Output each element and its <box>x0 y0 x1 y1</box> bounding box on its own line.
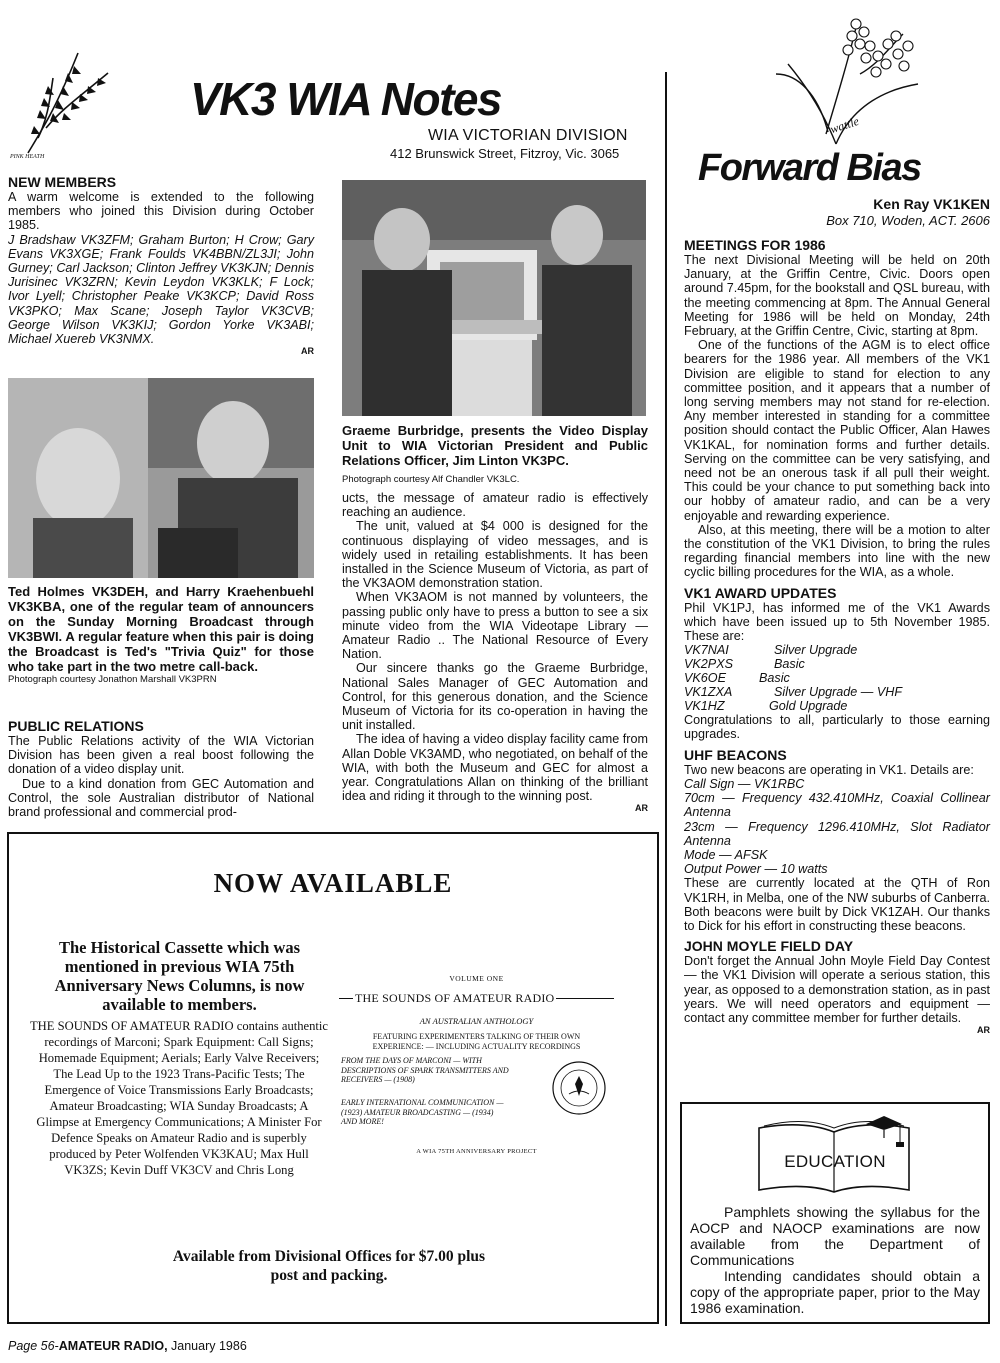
advert-body: THE SOUNDS OF AMATEUR RADIO contains authentic recordings of Marconi; Spark Equipment: Call Signs; Homemade Equipment; Aerials; Early Valve Receivers; The Lead Up to the 1923 Trans-Pacific Tests; The Emergence of Voice Transmissions Early Broadcasts; Amateur Broadcasting; WIA Sunday Broadcasts; A Glimpse at Emergency Communications; A Minister For Defence Speaks on Amateur Radio and is superbly produced by Peter Wolfenden VK3KAU; Max Hull VK3ZS; Kevin Duff VK3CV and Chris Long <box>29 1019 329 1177</box>
photo-credit: Photograph courtesy Alf Chandler VK3LC. <box>342 474 520 485</box>
award-row <box>684 685 990 699</box>
new-members-list: J Bradshaw VK3ZFM; Graham Burton; H Crow; Gary Evans VK3XGE; Frank Foulds VK4BBN/ZL3JI; John Gurney; Carl Jackson; Clinton Jeffrey VK3KJN; Dennis Jurisinec VK3ZRN; Kevin Leydon VK3KLK; F Lock; Ivor Lyell; Christopher Peake VK3KCP; David Ross VK3PKO; Max Scane; Joseph Taylor VK3CVB; George Wilson VK3KIJ; Gordon Yorke VK3ABI; Michael Xuereb VK3NMX. <box>8 232 314 347</box>
column-divider <box>665 72 667 1326</box>
new-members-heading: NEW MEMBERS <box>8 174 117 190</box>
cassette-volume: VOLUME ONE <box>449 974 504 983</box>
issue-date: January 1986 <box>167 1339 247 1353</box>
award-list <box>684 643 990 713</box>
forward-bias-address: Box 710, Woden, ACT. 2606 <box>826 213 990 228</box>
pr-paragraph: When VK3AOM is not manned by volunteers, the passing public only have to press a button to see a six minute video from the WIA Videotape Library — Amateur Radio .. The National Resource of Every Nation. <box>342 590 648 662</box>
advert-availability: Available from Divisional Offices for $7.00 plus post and packing. <box>172 1248 486 1284</box>
cassette-early: EARLY INTERNATIONAL COMMUNICATION — (1923) AMATEUR BROADCASTING — (1934) AND MORE! <box>341 1098 504 1126</box>
page-number: Page 56 <box>8 1339 55 1353</box>
photo-video-unit <box>342 180 646 416</box>
uhf-outro: These are currently located at the QTH of Ron VK1RH, in Melba, one of the NW suburbs of Canberra. Both beacons were built by Dick VK1ZAH. Our thanks to Dick for his effort in constructing these beacons. <box>684 876 990 933</box>
photo-caption: Graeme Burbridge, presents the Video Display Unit to WIA Victorian President and Public Relations Officer, Jim Linton VK3PC. <box>342 423 648 468</box>
division-address: 412 Brunswick Street, Fitzroy, Vic. 3065 <box>390 146 620 161</box>
cassette-cover <box>339 974 614 1155</box>
award-type: Silver Upgrade — VHF <box>774 685 903 700</box>
award-type: Basic <box>759 671 790 686</box>
award-callsign: VK1ZXA <box>684 685 733 700</box>
award-type: Basic <box>774 657 805 672</box>
pr-paragraph: The idea of having a video display facility came from Allan Doble VK3AMD, who negotiated, on behalf of the WIA, with both the Museum and GEC for almost a year. Congratulations Allan on thinking of the brilliant idea and riding it through to the winning post. <box>342 732 648 804</box>
photo-announcers-caption-block <box>8 584 314 686</box>
forward-bias-title: Forward Bias <box>698 147 921 189</box>
education-paragraph: Intending candidates should obtain a copy of the appropriate paper, prior to the May 1986 examination. <box>690 1268 980 1316</box>
cassette-project: A WIA 75TH ANNIVERSARY PROJECT <box>416 1148 537 1155</box>
division-name: WIA VICTORIAN DIVISION <box>428 127 628 144</box>
uhf-detail: Call Sign — VK1RBC <box>684 776 805 791</box>
cassette-advert <box>7 832 659 1324</box>
uhf-detail: Output Power — 10 watts <box>684 862 828 877</box>
meetings-heading: MEETINGS FOR 1986 <box>684 237 826 253</box>
award-callsign: VK6OE <box>684 671 726 686</box>
cassette-from: FROM THE DAYS OF MARCONI — WITH DESCRIPTIONS OF SPARK TRANSMITTERS AND RECEIVERS — (1908) <box>341 1056 509 1084</box>
cassette-title-row <box>339 991 614 1006</box>
uhf-detail: Mode — AFSK <box>684 847 768 862</box>
uhf-detail: 23cm — Frequency 1296.410MHz, Slot Radiator Antenna <box>684 819 990 848</box>
logo-caption: wattle <box>828 113 861 137</box>
new-members-section <box>8 175 314 356</box>
photo-credit: Photograph courtesy Jonathon Marshall VK3PRN <box>8 674 217 685</box>
magazine-name: AMATEUR RADIO, <box>58 1339 168 1353</box>
logo-caption: PINK HEATH <box>10 154 45 160</box>
pr-paragraph: Our sincere thanks go the Graeme Burbridge, National Sales Manager of GEC Automation and Control, for this generous donation, and the Science Museum of Victoria for its co-operation in having the unit installed. <box>342 661 648 733</box>
award-callsign: VK7NAI <box>684 643 729 658</box>
uhf-heading: UHF BEACONS <box>684 746 787 763</box>
cassette-title: THE SOUNDS OF AMATEUR RADIO <box>355 991 555 1005</box>
education-paragraph: Pamphlets showing the syllabus for the AOCP and NAOCP examinations are now available from the Department of Communications <box>690 1204 980 1268</box>
page-title: VK3 WIA Notes <box>190 73 502 125</box>
education-label: EDUCATION <box>784 1152 886 1171</box>
awards-heading: VK1 AWARD UPDATES <box>684 584 837 601</box>
field-day-heading: JOHN MOYLE FIELD DAY <box>684 938 854 955</box>
cassette-subtitle: AN AUSTRALIAN ANTHOLOGY <box>419 1016 534 1026</box>
end-mark: AR <box>977 1025 990 1036</box>
award-callsign: VK2PXS <box>684 657 734 672</box>
pink-heath-logo <box>8 38 118 168</box>
award-row <box>684 699 990 713</box>
advert-lead: The Historical Cassette which was mentioned in previous WIA 75th Anniversary News Columns, is now available to members. <box>54 938 305 1014</box>
forward-bias-author: Ken Ray VK1KEN <box>873 196 990 212</box>
photo-video-unit-caption-block <box>342 423 648 486</box>
award-callsign: VK1HZ <box>684 699 725 714</box>
photo-caption: Ted Holmes VK3DEH, and Harry Kraehenbuehl VK3KBA, one of the regular team of announcers on the Sunday Morning Broadcast through VK3BWI. A regular feature when this pair is doing the Broadcast is Ted's "Trivia Quiz" for those who take part in the two metre call-back. <box>8 584 314 674</box>
meetings-paragraph: Also, at this meeting, there will be a motion to alter the constitution of the VK1 Division, to bring the rules regarding financial members into line with the new cyclic billing procedures for the WIA, as a whole. <box>684 522 990 580</box>
wattle-logo <box>768 14 928 150</box>
awards-intro: Phil VK1PJ, has informed me of the VK1 Awards which have been issued up to 5th November 1985. These are: <box>684 600 990 644</box>
uhf-detail: 70cm — Frequency 432.410MHz, Coaxial Collinear Antenna <box>684 791 990 820</box>
education-box <box>680 1102 990 1324</box>
uhf-intro: Two new beacons are operating in VK1. Details are: <box>684 762 974 777</box>
meetings-paragraph: One of the functions of the AGM is to elect office bearers for the 1986 year. All members of the VK1 Division are eligible to stand for election to any committee position, and it appears that a number of long serving members may not stand for re-election. Any member interested in standing for a committee position should contact the Public Officer, Alan Hawes VK1KAL, for nomination forms and further details. Serving on the committee can be very satisfying, and need not be an onerous task if all pull their weight. This could be your chance to put something back into our hobby of amateur radio, and can be a very enjoyable and rewarding experience. <box>684 338 990 523</box>
public-relations-continued <box>342 491 648 813</box>
footer-separator: - <box>54 1339 59 1353</box>
pr-paragraph: The unit, valued at $4 000 is designed for the continuous displaying of video messages, and is widely used in retailing establishments. It has been installed in the Science Museum of Victoria, as part of the VK3AOM demonstration station. <box>342 519 648 591</box>
pr-paragraph: The Public Relations activity of the WIA Victorian Division has been given a real boost following the donation of a video display unit. <box>8 734 314 777</box>
public-relations-heading: PUBLIC RELATIONS <box>8 718 144 734</box>
award-type: Silver Upgrade <box>774 643 858 658</box>
awards-outro: Congratulations to all, particularly to those earning upgrades. <box>684 713 990 742</box>
award-row <box>684 671 990 685</box>
advert-title: NOW AVAILABLE <box>213 868 453 898</box>
end-mark: AR <box>635 803 648 814</box>
new-members-intro: A warm welcome is extended to the following members who joined this Division during October 1985. <box>8 190 314 233</box>
pr-paragraph: ucts, the message of amateur radio is effectively reaching an audience. <box>342 491 648 520</box>
field-day-paragraph: Don't forget the Annual John Moyle Field Day Contest — the VK1 Division will operate a serious station, this year, as opposed to a demonstration station, as in past years. We will need operators and equipment — contact any committee member for further details. <box>684 954 990 1025</box>
education-text <box>690 1204 980 1316</box>
public-relations-section <box>8 719 314 819</box>
cassette-featuring: FEATURING EXPERIMENTERS TALKING OF THEIR OWN EXPERIENCE: — INCLUDING ACTUALITY RECORDINGS <box>372 1032 581 1051</box>
end-mark: AR <box>301 346 314 357</box>
anniversary-seal-icon <box>551 1060 607 1116</box>
pr-paragraph: Due to a kind donation from GEC Automation and Control, the sole Australian distributor of National brand professional and commercial prod- <box>8 776 314 820</box>
award-type: Gold Upgrade <box>769 699 848 714</box>
award-row <box>684 643 990 657</box>
award-row <box>684 657 990 671</box>
cassette-details <box>339 1056 614 1146</box>
page-footer <box>8 1339 247 1353</box>
right-column <box>684 238 990 1035</box>
meetings-paragraph: The next Divisional Meeting will be held on 20th January, at the Griffin Centre, Civic. Doors open around 7.45pm, for the bookstall and QSL bureau, with the meeting commencing at 8pm. The Annual General Meeting for 1986 will be held on Monday, 24th February, at the Griffin Centre, Civic, starting at 8pm. <box>684 253 990 339</box>
photo-announcers <box>8 378 314 578</box>
